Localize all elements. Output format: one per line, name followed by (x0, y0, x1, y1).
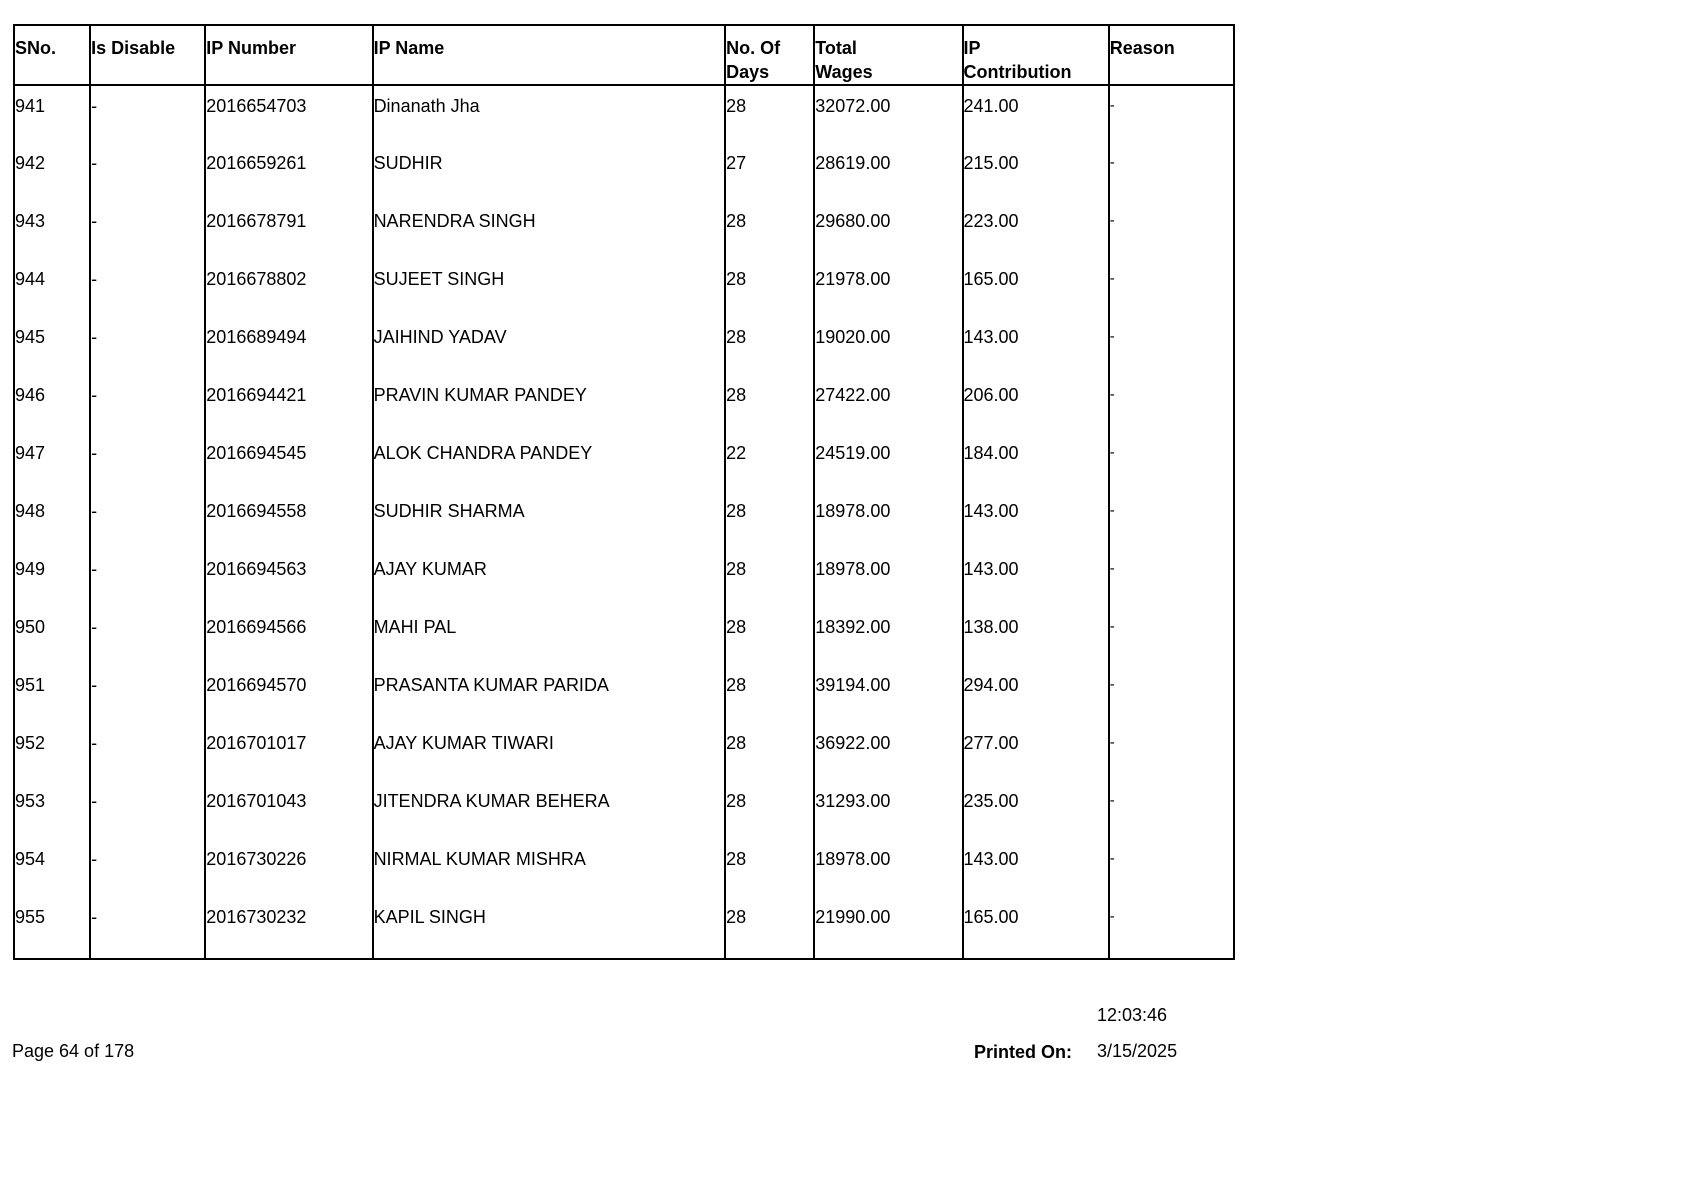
cell-ip-name: NIRMAL KUMAR MISHRA (373, 839, 726, 897)
cell-total-wages: 29680.00 (814, 201, 962, 259)
table-row (14, 723, 1234, 781)
cell-ip-name: SUJEET SINGH (373, 259, 726, 317)
cell-ip-contribution: 143.00 (963, 839, 1109, 897)
cell-sno: 944 (14, 259, 90, 317)
header-ip-name: IP Name (373, 25, 726, 85)
table-row (14, 491, 1234, 549)
cell-is-disable: - (90, 781, 205, 839)
header-is-disable: Is Disable (90, 25, 205, 85)
cell-ip-name: JAIHIND YADAV (373, 317, 726, 375)
cell-no-of-days: 28 (725, 549, 814, 607)
table-row (14, 85, 1234, 143)
header-ip-number: IP Number (205, 25, 372, 85)
cell-no-of-days: 28 (725, 259, 814, 317)
cell-ip-contribution: 215.00 (963, 143, 1109, 201)
table-row (14, 259, 1234, 317)
cell-ip-number: 2016694566 (205, 607, 372, 665)
cell-sno: 949 (14, 549, 90, 607)
cell-total-wages: 18392.00 (814, 607, 962, 665)
cell-reason: - (1109, 375, 1234, 433)
cell-ip-number: 2016678802 (205, 259, 372, 317)
cell-sno: 951 (14, 665, 90, 723)
table-body (14, 85, 1234, 959)
cell-sno: 955 (14, 897, 90, 959)
cell-total-wages: 39194.00 (814, 665, 962, 723)
cell-no-of-days: 28 (725, 781, 814, 839)
table-row (14, 143, 1234, 201)
table-row (14, 839, 1234, 897)
table-row (14, 665, 1234, 723)
cell-is-disable: - (90, 549, 205, 607)
cell-no-of-days: 28 (725, 85, 814, 143)
cell-reason: - (1109, 143, 1234, 201)
cell-ip-name: ALOK CHANDRA PANDEY (373, 433, 726, 491)
cell-is-disable: - (90, 143, 205, 201)
cell-ip-number: 2016730226 (205, 839, 372, 897)
cell-sno: 946 (14, 375, 90, 433)
header-ip-contribution: IP Contribution (963, 25, 1109, 85)
header-total-wages: Total Wages (814, 25, 962, 85)
cell-ip-contribution: 143.00 (963, 549, 1109, 607)
cell-ip-contribution: 165.00 (963, 259, 1109, 317)
cell-ip-number: 2016701043 (205, 781, 372, 839)
cell-is-disable: - (90, 433, 205, 491)
cell-reason: - (1109, 897, 1234, 959)
cell-total-wages: 19020.00 (814, 317, 962, 375)
cell-ip-number: 2016730232 (205, 897, 372, 959)
cell-sno: 950 (14, 607, 90, 665)
cell-no-of-days: 28 (725, 491, 814, 549)
cell-sno: 942 (14, 143, 90, 201)
cell-sno: 947 (14, 433, 90, 491)
table-row (14, 549, 1234, 607)
cell-no-of-days: 28 (725, 607, 814, 665)
cell-total-wages: 24519.00 (814, 433, 962, 491)
cell-ip-name: MAHI PAL (373, 607, 726, 665)
cell-is-disable: - (90, 201, 205, 259)
cell-ip-contribution: 223.00 (963, 201, 1109, 259)
cell-ip-contribution: 235.00 (963, 781, 1109, 839)
cell-total-wages: 18978.00 (814, 839, 962, 897)
cell-total-wages: 36922.00 (814, 723, 962, 781)
cell-total-wages: 21990.00 (814, 897, 962, 959)
cell-ip-name: PRAVIN KUMAR PANDEY (373, 375, 726, 433)
cell-ip-name: SUDHIR SHARMA (373, 491, 726, 549)
cell-sno: 941 (14, 85, 90, 143)
cell-ip-name: PRASANTA KUMAR PARIDA (373, 665, 726, 723)
cell-is-disable: - (90, 839, 205, 897)
cell-total-wages: 18978.00 (814, 491, 962, 549)
cell-ip-name: SUDHIR (373, 143, 726, 201)
cell-reason: - (1109, 607, 1234, 665)
cell-ip-number: 2016694545 (205, 433, 372, 491)
table-header-row (14, 25, 1234, 85)
cell-no-of-days: 28 (725, 723, 814, 781)
cell-reason: - (1109, 201, 1234, 259)
table-row (14, 897, 1234, 959)
cell-reason: - (1109, 781, 1234, 839)
cell-reason: - (1109, 665, 1234, 723)
cell-reason: - (1109, 433, 1234, 491)
cell-ip-number: 2016694421 (205, 375, 372, 433)
table-row (14, 433, 1234, 491)
cell-is-disable: - (90, 665, 205, 723)
cell-ip-number: 2016659261 (205, 143, 372, 201)
cell-ip-contribution: 165.00 (963, 897, 1109, 959)
cell-no-of-days: 28 (725, 839, 814, 897)
cell-reason: - (1109, 317, 1234, 375)
cell-total-wages: 32072.00 (814, 85, 962, 143)
cell-is-disable: - (90, 723, 205, 781)
cell-reason: - (1109, 839, 1234, 897)
cell-no-of-days: 28 (725, 375, 814, 433)
cell-total-wages: 31293.00 (814, 781, 962, 839)
cell-no-of-days: 22 (725, 433, 814, 491)
cell-total-wages: 28619.00 (814, 143, 962, 201)
cell-sno: 945 (14, 317, 90, 375)
table-row (14, 607, 1234, 665)
cell-ip-name: AJAY KUMAR (373, 549, 726, 607)
cell-is-disable: - (90, 317, 205, 375)
cell-ip-contribution: 143.00 (963, 491, 1109, 549)
cell-ip-contribution: 138.00 (963, 607, 1109, 665)
table-row (14, 317, 1234, 375)
cell-reason: - (1109, 259, 1234, 317)
cell-sno: 953 (14, 781, 90, 839)
cell-reason: - (1109, 85, 1234, 143)
cell-is-disable: - (90, 491, 205, 549)
cell-is-disable: - (90, 259, 205, 317)
cell-ip-number: 2016701017 (205, 723, 372, 781)
cell-total-wages: 27422.00 (814, 375, 962, 433)
cell-sno: 948 (14, 491, 90, 549)
table-row (14, 781, 1234, 839)
cell-ip-number: 2016694558 (205, 491, 372, 549)
cell-ip-name: AJAY KUMAR TIWARI (373, 723, 726, 781)
cell-ip-number: 2016689494 (205, 317, 372, 375)
cell-no-of-days: 28 (725, 201, 814, 259)
header-reason: Reason (1109, 25, 1234, 85)
cell-ip-name: KAPIL SINGH (373, 897, 726, 959)
cell-sno: 943 (14, 201, 90, 259)
cell-is-disable: - (90, 85, 205, 143)
cell-ip-number: 2016694563 (205, 549, 372, 607)
cell-ip-name: NARENDRA SINGH (373, 201, 726, 259)
cell-reason: - (1109, 723, 1234, 781)
cell-ip-number: 2016654703 (205, 85, 372, 143)
cell-total-wages: 21978.00 (814, 259, 962, 317)
table-row (14, 375, 1234, 433)
cell-is-disable: - (90, 607, 205, 665)
cell-total-wages: 18978.00 (814, 549, 962, 607)
cell-ip-name: JITENDRA KUMAR BEHERA (373, 781, 726, 839)
cell-ip-contribution: 277.00 (963, 723, 1109, 781)
cell-ip-contribution: 143.00 (963, 317, 1109, 375)
cell-ip-number: 2016694570 (205, 665, 372, 723)
cell-is-disable: - (90, 897, 205, 959)
printed-date: 3/15/2025 (1097, 1041, 1178, 1061)
printed-on-label: Printed On: (974, 1042, 1072, 1062)
table-row (14, 201, 1234, 259)
cell-no-of-days: 27 (725, 143, 814, 201)
cell-ip-contribution: 184.00 (963, 433, 1109, 491)
cell-no-of-days: 28 (725, 897, 814, 959)
cell-is-disable: - (90, 375, 205, 433)
cell-sno: 952 (14, 723, 90, 781)
printed-time: 12:03:46 (1097, 1005, 1168, 1025)
cell-ip-contribution: 206.00 (963, 375, 1109, 433)
cell-reason: - (1109, 549, 1234, 607)
cell-ip-name: Dinanath Jha (373, 85, 726, 143)
header-sno: SNo. (14, 25, 90, 85)
contribution-table (13, 24, 1235, 960)
cell-reason: - (1109, 491, 1234, 549)
header-no-of-days: No. Of Days (725, 25, 814, 85)
cell-no-of-days: 28 (725, 665, 814, 723)
cell-ip-number: 2016678791 (205, 201, 372, 259)
cell-ip-contribution: 294.00 (963, 665, 1109, 723)
cell-ip-contribution: 241.00 (963, 85, 1109, 143)
cell-no-of-days: 28 (725, 317, 814, 375)
cell-sno: 954 (14, 839, 90, 897)
page-number: Page 64 of 178 (12, 1041, 135, 1061)
